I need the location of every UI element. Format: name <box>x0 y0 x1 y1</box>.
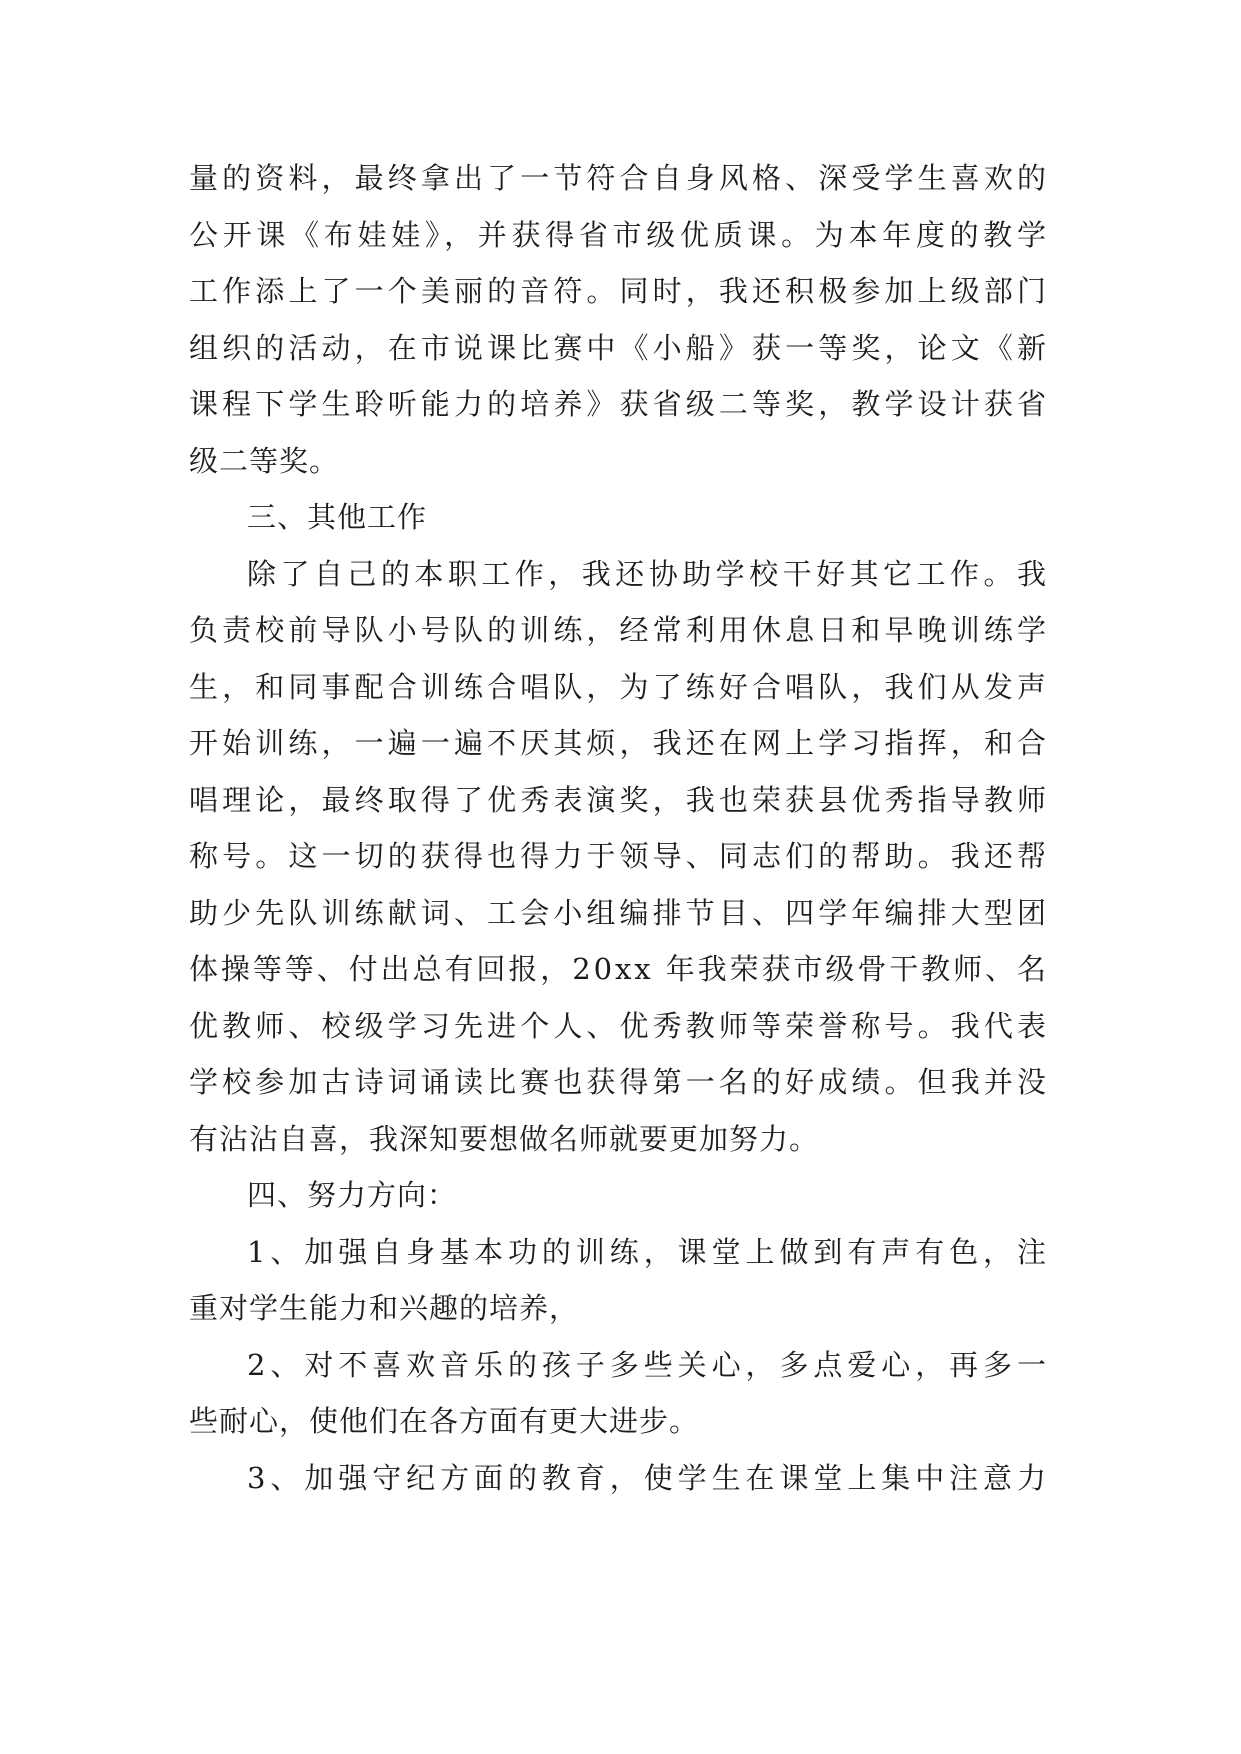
text-line: 学校参加古诗词诵读比赛也获得第一名的好成绩。但我并没 <box>189 1065 1051 1099</box>
text-line: 体操等等、付出总有回报，20xx 年我荣获市级骨干教师、名 <box>189 952 1049 986</box>
text-line: 工作添上了一个美丽的音符。同时，我还积极参加上级部门 <box>189 274 1051 308</box>
text-line: 些耐心，使他们在各方面有更大进步。 <box>189 1404 700 1438</box>
list-item <box>189 1337 1049 1450</box>
text-line: 量的资料，最终拿出了一节符合自身风格、深受学生喜欢的 <box>189 161 1051 195</box>
text-line: 3、加强守纪方面的教育，使学生在课堂上集中注意力 <box>247 1460 1051 1495</box>
list-item <box>189 1450 1049 1507</box>
text-line: 有沾沾自喜，我深知要想做名师就要更加努力。 <box>189 1121 820 1156</box>
list-item <box>189 1224 1049 1337</box>
text-line: 重对学生能力和兴趣的培养， <box>189 1291 580 1325</box>
text-line: 四、努力方向： <box>247 1178 458 1212</box>
text-line: 称号。这一切的获得也得力于领导、同志们的帮助。我还帮 <box>189 839 1051 873</box>
text-line: 开始训练，一遍一遍不厌其烦，我还在网上学习指挥，和合 <box>189 726 1051 760</box>
section-heading <box>189 1167 1049 1224</box>
section-heading <box>189 489 1049 546</box>
text-line: 1、加强自身基本功的训练，课堂上做到有声有色，注 <box>247 1234 1051 1269</box>
text-line: 课程下学生聆听能力的培养》获省级二等奖，教学设计获省 <box>189 387 1051 421</box>
text-line: 负责校前导队小号队的训练，经常利用休息日和早晚训练学 <box>189 613 1051 647</box>
text-line: 优教师、校级学习先进个人、优秀教师等荣誉称号。我代表 <box>189 1008 1051 1043</box>
paragraph <box>189 546 1049 1168</box>
document-body <box>189 150 1049 1506</box>
text-line: 2、对不喜欢音乐的孩子多些关心，多点爱心，再多一 <box>247 1347 1051 1382</box>
text-line: 公开课《布娃娃》，并获得省市级优质课。为本年度的教学 <box>189 217 1051 252</box>
text-line: 生，和同事配合训练合唱队，为了练好合唱队，我们从发声 <box>189 669 1051 704</box>
text-line: 级二等奖。 <box>189 443 340 478</box>
paragraph <box>189 150 1049 489</box>
text-line: 助少先队训练献词、工会小组编排节目、四学年编排大型团 <box>189 895 1051 930</box>
text-line: 三、其他工作 <box>247 500 428 534</box>
text-line: 组织的活动，在市说课比赛中《小船》获一等奖，论文《新 <box>189 330 1051 365</box>
text-line: 唱理论，最终取得了优秀表演奖，我也荣获县优秀指导教师 <box>189 782 1051 817</box>
text-line: 除了自己的本职工作，我还协助学校干好其它工作。我 <box>247 556 1051 591</box>
